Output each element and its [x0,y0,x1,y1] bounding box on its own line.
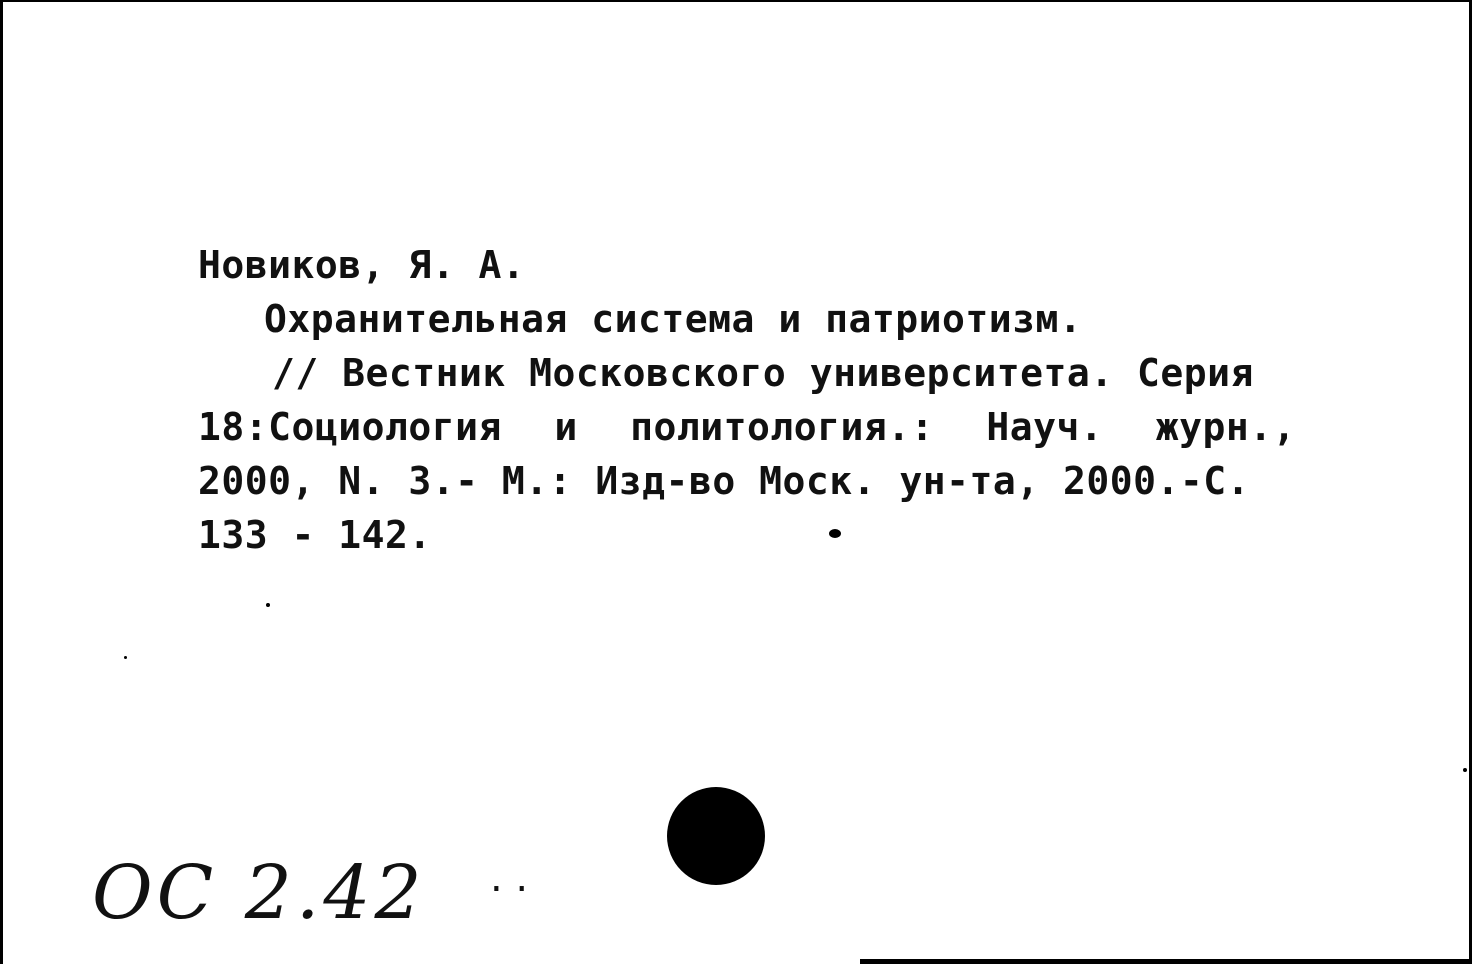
source-line-2-part: и [554,405,578,449]
title-line: Охранительная система и патриотизм. [264,297,1083,341]
card-punch-hole [667,787,765,885]
source-line-2-part: 18:Социология [198,405,502,449]
source-line-2-part: политология.: [630,405,935,449]
author-line: Новиков, Я. А. [198,243,526,287]
card-edge-top [0,0,1472,2]
bibliographic-entry [198,238,1318,562]
source-line-2-part: Науч. [986,405,1104,449]
ink-speck [266,603,270,607]
source-line-2-part: журн., [1155,405,1296,449]
card-edge-left [0,0,3,964]
ink-speck [1463,768,1467,772]
source-line-2 [198,400,1296,454]
ink-speck [124,656,127,659]
pages-line: 133 - 142. [198,513,432,557]
ink-speck [829,529,841,538]
handwritten-dots: . . [490,855,529,901]
source-line-1: // Вестник Московского университета. Серия [272,351,1254,395]
handwritten-shelfmark: ОС 2.42 [92,850,426,936]
source-line-3: 2000, N. 3.- М.: Изд-во Моск. ун-та, 2000.-С. [198,459,1251,503]
card-edge-bottom [860,959,1472,964]
